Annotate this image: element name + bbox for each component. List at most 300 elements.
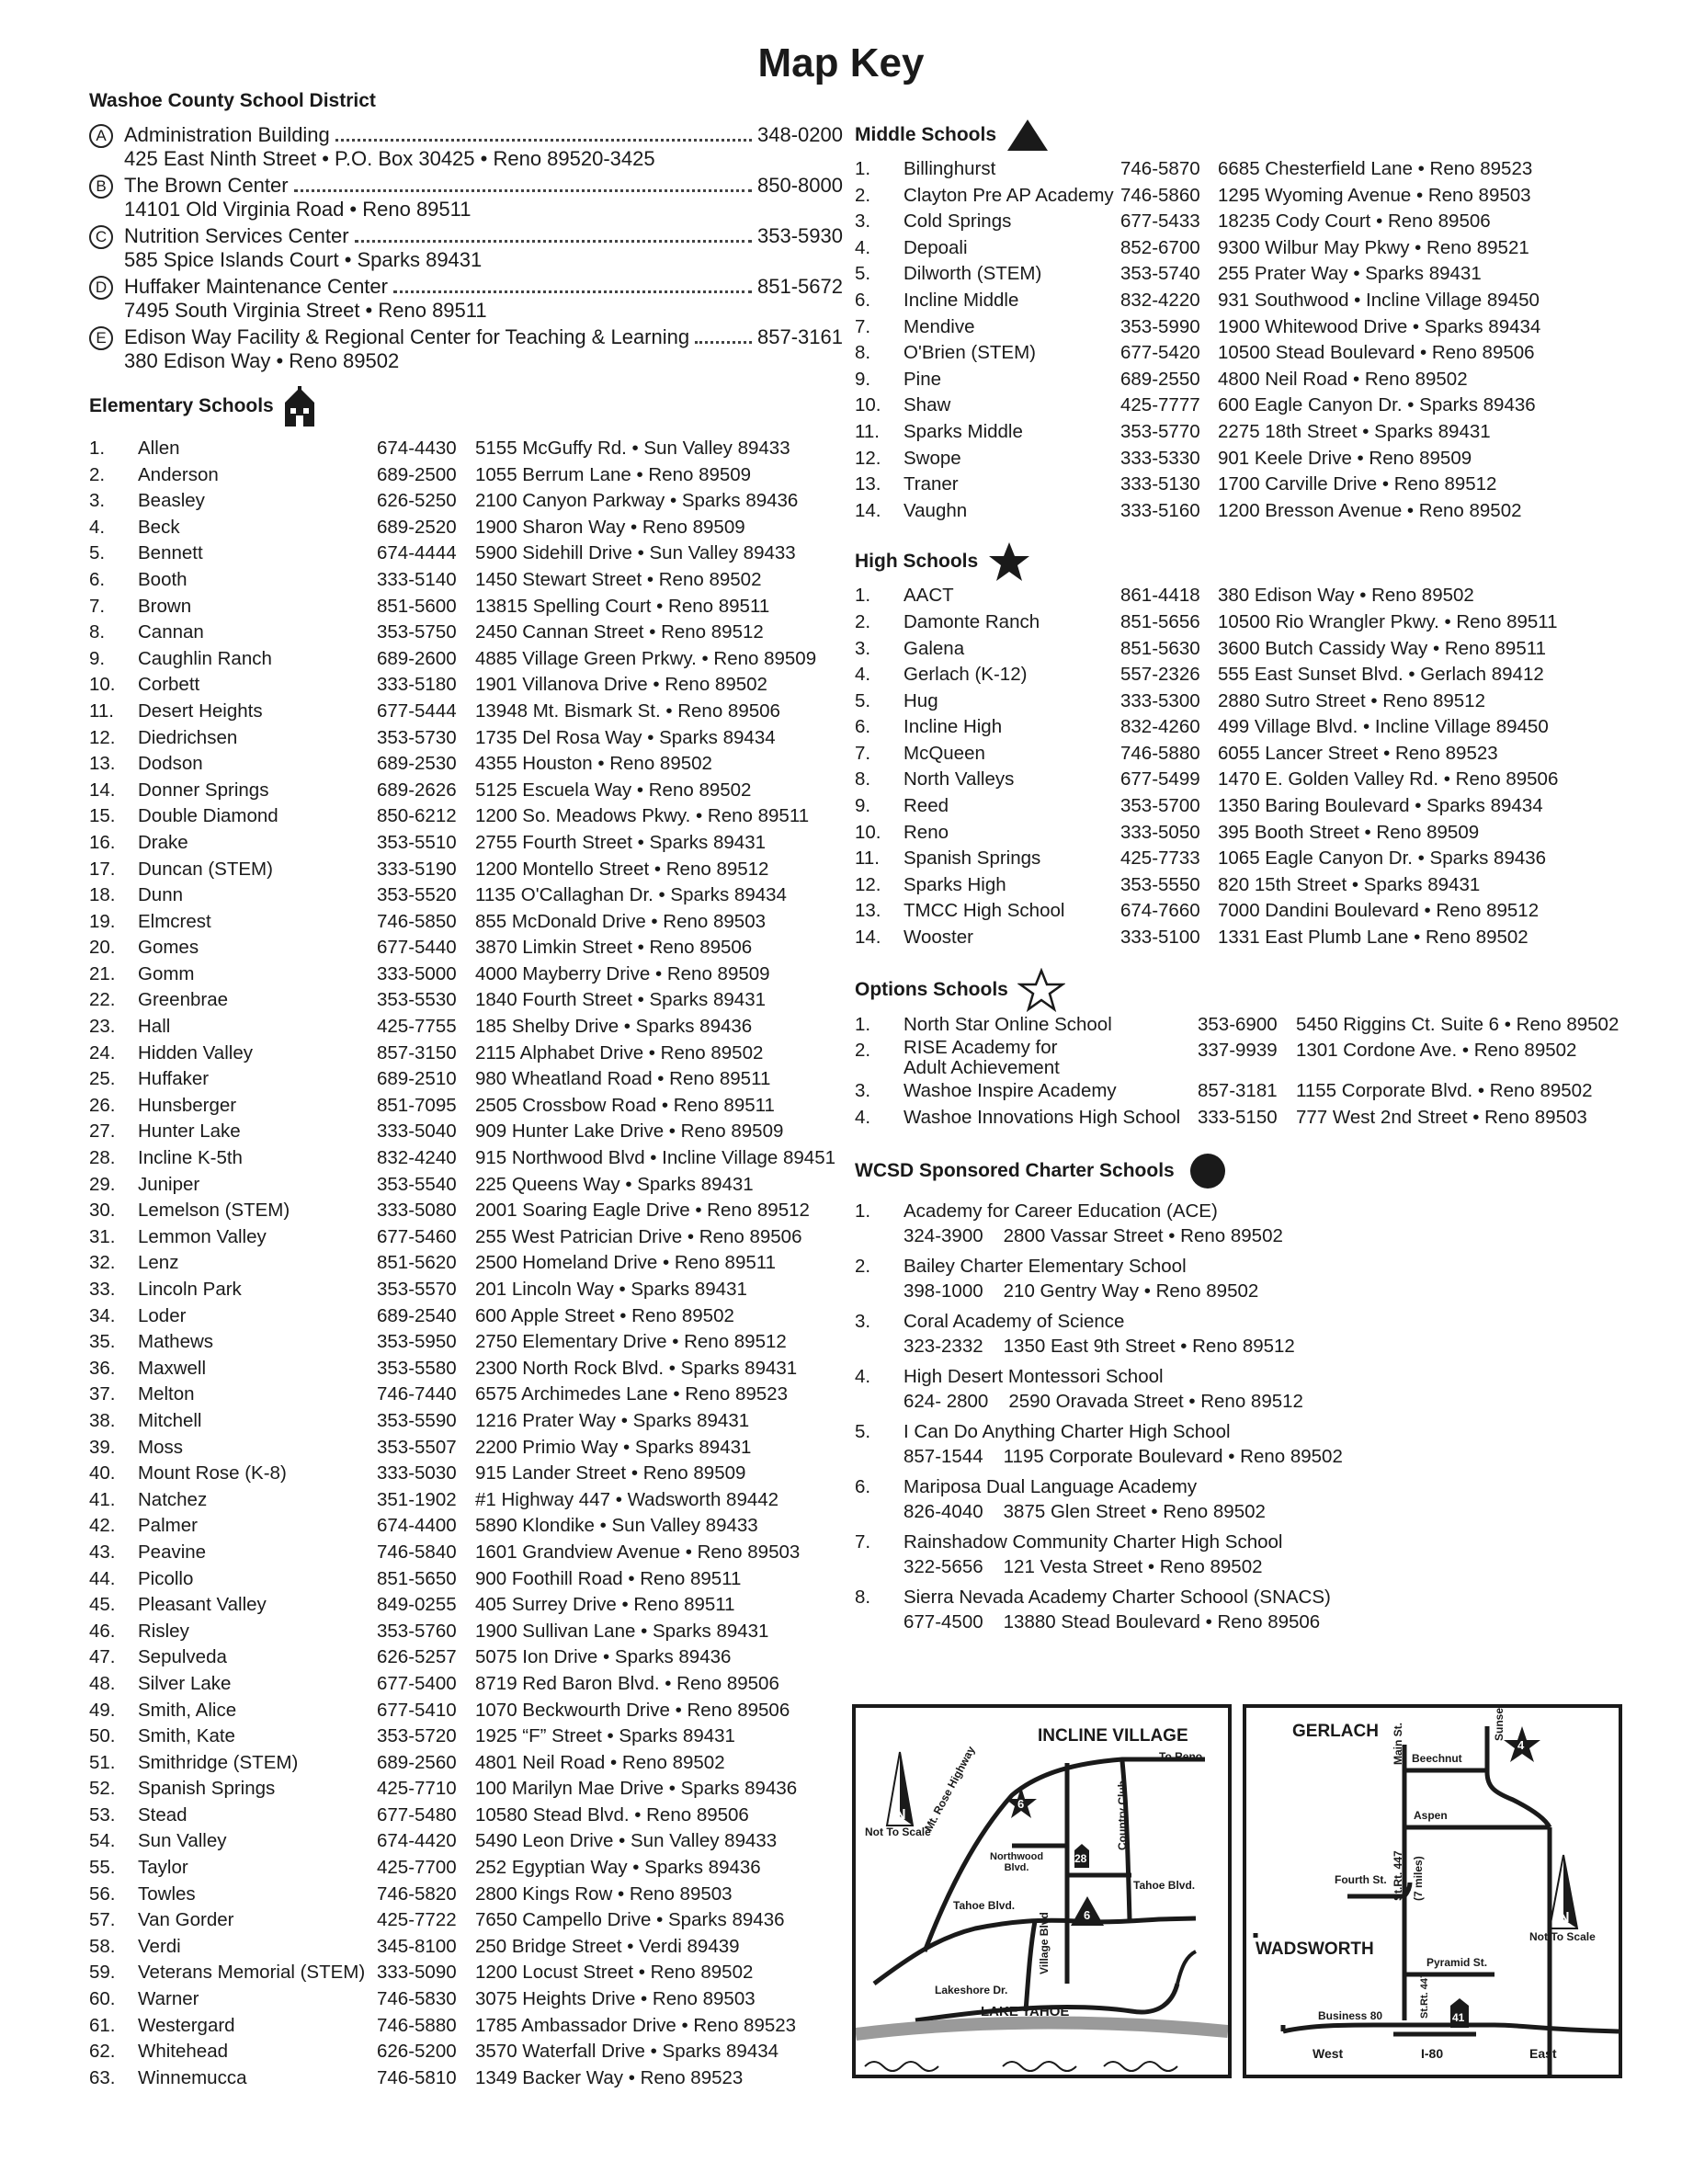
school-name: Beasley	[138, 490, 205, 512]
table-row	[855, 209, 1654, 235]
school-phone: 674-4430	[377, 438, 457, 459]
table-row	[855, 662, 1654, 688]
outline-star-icon	[1017, 968, 1065, 1012]
school-address: 777 West 2nd Street • Reno 89503	[1296, 1106, 1587, 1128]
school-name: Hunter Lake	[138, 1120, 241, 1143]
charter-contact	[904, 1279, 1258, 1303]
options-list	[855, 1012, 1654, 1132]
school-name: Duncan (STEM)	[138, 858, 273, 880]
incline-marker-high: 6	[1017, 1797, 1025, 1811]
school-address: 555 East Sunset Blvd. • Gerlach 89412	[1218, 664, 1544, 686]
table-row	[89, 1960, 843, 1986]
school-phone: 677-5499	[1120, 768, 1200, 791]
list-item	[855, 1530, 1654, 1579]
school-name: Damonte Ranch	[904, 610, 1040, 632]
school-name: Dodson	[138, 753, 203, 775]
school-name: Incline K-5th	[138, 1147, 243, 1169]
school-phone: 852-6700	[1120, 236, 1200, 258]
table-row	[89, 1408, 843, 1435]
school-number: 38.	[89, 1409, 116, 1431]
school-number: 1.	[855, 158, 871, 179]
school-phone: 353-5950	[377, 1331, 457, 1353]
school-phone: 425-7710	[377, 1778, 457, 1800]
charter-phone: 398-1000	[904, 1280, 983, 1302]
school-phone: 353-5990	[1120, 315, 1200, 337]
school-address: 2001 Soaring Eagle Drive • Reno 89512	[475, 1200, 810, 1222]
school-phone: 832-4220	[1120, 289, 1200, 311]
school-number: 1.	[855, 1013, 871, 1035]
school-name: Smith, Kate	[138, 1725, 235, 1747]
charter-address: 2800 Vassar Street • Reno 89502	[1003, 1225, 1283, 1247]
school-name: North Valleys	[904, 768, 1015, 791]
school-number: 2.	[855, 184, 871, 206]
school-phone: 832-4240	[377, 1147, 457, 1169]
charter-address: 210 Gentry Way • Reno 89502	[1003, 1280, 1259, 1302]
school-phone: 832-4260	[1120, 716, 1200, 738]
school-number: 28.	[89, 1147, 116, 1169]
school-phone: 337-9939	[1198, 1040, 1278, 1062]
incline-north-letter: N	[895, 1807, 906, 1823]
dot-leader	[393, 275, 752, 293]
district-item-body	[124, 174, 843, 222]
school-number: 7.	[855, 742, 871, 764]
school-phone: 851-5650	[377, 1567, 457, 1589]
school-address: 5075 Ion Drive • Sparks 89436	[475, 1646, 732, 1668]
school-number: 52.	[89, 1778, 116, 1800]
school-address: 5900 Sidehill Drive • Sun Valley 89433	[475, 542, 796, 564]
school-name: Mendive	[904, 315, 975, 337]
school-address: 2200 Primio Way • Sparks 89431	[475, 1436, 752, 1458]
school-phone: 333-5050	[1120, 821, 1200, 843]
school-number: 41.	[89, 1488, 116, 1510]
school-number: 3.	[89, 490, 106, 512]
middle-heading-text: Middle Schools	[855, 124, 997, 145]
school-address: 5490 Leon Drive • Sun Valley 89433	[475, 1830, 778, 1852]
school-number: 6.	[855, 716, 871, 738]
table-row	[89, 1644, 843, 1671]
charter-name: Rainshadow Community Charter High School	[904, 1531, 1283, 1553]
school-phone: 689-2500	[377, 463, 457, 485]
school-name: Peavine	[138, 1541, 207, 1563]
school-name: Picollo	[138, 1567, 194, 1589]
gerlach-fourth-st: Fourth St.	[1335, 1873, 1387, 1886]
charter-body	[904, 1585, 1331, 1634]
school-phone: 333-5330	[1120, 447, 1200, 469]
school-name: Pine	[904, 368, 942, 390]
school-name: Wooster	[904, 927, 973, 949]
school-address: 1216 Prater Way • Sparks 89431	[475, 1409, 750, 1431]
school-name: Hunsberger	[138, 1094, 237, 1116]
school-address: 820 15th Street • Sparks 89431	[1218, 873, 1481, 895]
school-number: 10.	[855, 821, 881, 843]
school-name: Washoe Inspire Academy	[904, 1080, 1117, 1102]
school-address: 1470 E. Golden Valley Rd. • Reno 89506	[1218, 768, 1559, 791]
school-number: 63.	[89, 2066, 116, 2088]
school-address: 855 McDonald Drive • Reno 89503	[475, 910, 766, 932]
school-address: 1200 Montello Street • Reno 89512	[475, 858, 769, 880]
district-item-phone: 857-3161	[757, 325, 843, 348]
gerlach-north-letter: N	[1559, 1910, 1570, 1926]
school-address: 7650 Campello Drive • Sparks 89436	[475, 1909, 785, 1931]
table-row	[855, 1078, 1654, 1105]
school-name: Bennett	[138, 542, 203, 564]
school-name: Gomes	[138, 937, 199, 959]
school-phone: 677-5440	[377, 937, 457, 959]
charter-phone: 857-1544	[904, 1446, 983, 1468]
school-number: 33.	[89, 1279, 116, 1300]
list-item	[855, 1309, 1654, 1359]
table-row	[89, 882, 843, 909]
incline-tahoe-blvd-right: Tahoe Blvd.	[1133, 1879, 1196, 1892]
gerlach-sunset: Sunset	[1493, 1703, 1506, 1741]
school-name: Hug	[904, 689, 938, 711]
school-name: Lemmon Valley	[138, 1225, 267, 1247]
school-address: 13815 Spelling Court • Reno 89511	[475, 595, 770, 617]
district-item-name: Huffaker Maintenance Center	[124, 275, 388, 298]
school-phone: 746-5880	[377, 2014, 457, 2036]
school-name: Risley	[138, 1620, 189, 1642]
school-phone: 689-2550	[1120, 368, 1200, 390]
school-address: 1331 East Plumb Lane • Reno 89502	[1218, 927, 1529, 949]
filled-star-icon	[987, 540, 1031, 583]
school-name: Lemelson (STEM)	[138, 1200, 290, 1222]
school-number: 62.	[89, 2041, 116, 2063]
school-name: RISE Academy for Adult Achievement	[904, 1037, 1060, 1079]
options-heading-text: Options Schools	[855, 978, 1008, 1000]
school-address: 3870 Limkin Street • Reno 89506	[475, 937, 753, 959]
district-item-body	[124, 224, 843, 272]
table-row	[89, 1619, 843, 1645]
school-number: 22.	[89, 989, 116, 1011]
school-address: 201 Lincoln Way • Sparks 89431	[475, 1279, 747, 1300]
school-name: Juniper	[138, 1173, 200, 1195]
charter-body	[904, 1530, 1282, 1579]
table-row	[89, 488, 843, 515]
charter-address: 13880 Stead Boulevard • Reno 89506	[1003, 1611, 1321, 1633]
school-name: Hidden Valley	[138, 1041, 253, 1064]
school-phone: 677-5433	[1120, 210, 1200, 233]
school-name: Natchez	[138, 1488, 208, 1510]
school-number: 18.	[89, 884, 116, 906]
table-row	[89, 778, 843, 804]
table-row	[855, 392, 1654, 419]
charter-number: 8.	[855, 1587, 871, 1609]
district-letter-badge: D	[89, 276, 113, 300]
school-number: 4.	[855, 1106, 871, 1128]
school-address: 2505 Crossbow Road • Reno 89511	[475, 1094, 775, 1116]
school-phone: 689-2520	[377, 516, 457, 538]
school-address: 499 Village Blvd. • Incline Village 89450	[1218, 716, 1549, 738]
school-address: 3600 Butch Cassidy Way • Reno 89511	[1218, 637, 1547, 659]
school-address: 915 Lander Street • Reno 89509	[475, 1462, 746, 1484]
school-number: 6.	[89, 568, 106, 590]
school-name: Drake	[138, 831, 188, 853]
school-phone: 425-7777	[1120, 394, 1200, 416]
school-phone: 746-5830	[377, 1988, 457, 2010]
charter-phone: 324-3900	[904, 1225, 983, 1247]
charter-contact	[904, 1554, 1282, 1579]
school-address: 2275 18th Street • Sparks 89431	[1218, 420, 1491, 442]
school-phone: 851-7095	[377, 1094, 457, 1116]
school-address: 6055 Lancer Street • Reno 89523	[1218, 742, 1498, 764]
table-row	[855, 340, 1654, 367]
table-row	[89, 1224, 843, 1251]
school-number: 23.	[89, 1016, 116, 1038]
school-number: 4.	[855, 664, 871, 686]
school-name: Washoe Innovations High School	[904, 1106, 1181, 1128]
list-item	[855, 1199, 1654, 1248]
school-address: 1925 “F” Street • Sparks 89431	[475, 1725, 735, 1747]
district-letter-badge: E	[89, 326, 113, 350]
school-name: Cannan	[138, 621, 204, 643]
high-heading-text: High Schools	[855, 551, 979, 573]
school-name: Clayton Pre AP Academy	[904, 184, 1114, 206]
school-address: 2755 Fourth Street • Sparks 89431	[475, 831, 767, 853]
school-number: 4.	[89, 516, 106, 538]
school-name: Billinghurst	[904, 158, 996, 179]
school-number: 25.	[89, 1068, 116, 1090]
school-address: 5890 Klondike • Sun Valley 89433	[475, 1515, 758, 1537]
school-number: 9.	[89, 647, 106, 669]
school-number: 3.	[855, 1080, 871, 1102]
table-row	[89, 1198, 843, 1224]
table-row	[855, 846, 1654, 872]
school-phone: 689-2540	[377, 1304, 457, 1326]
school-address: 1200 So. Meadows Pkwy. • Reno 89511	[475, 805, 810, 827]
incline-marker-middle: 6	[1084, 1908, 1091, 1922]
school-name: Hall	[138, 1016, 171, 1038]
school-address: 10500 Stead Boulevard • Reno 89506	[1218, 342, 1535, 364]
school-name: Taylor	[138, 1857, 188, 1879]
table-row	[855, 793, 1654, 820]
school-number: 44.	[89, 1567, 116, 1589]
school-phone: 333-5180	[377, 674, 457, 696]
school-number: 35.	[89, 1331, 116, 1353]
table-row	[89, 1698, 843, 1724]
table-row	[89, 1172, 843, 1199]
school-address: 2500 Homeland Drive • Reno 89511	[475, 1252, 777, 1274]
district-letter-badge: C	[89, 225, 113, 249]
school-phone: 689-2600	[377, 647, 457, 669]
table-row	[855, 419, 1654, 446]
school-name: O'Brien (STEM)	[904, 342, 1037, 364]
charter-address: 121 Vesta Street • Reno 89502	[1003, 1556, 1263, 1578]
school-name: Winnemucca	[138, 2066, 247, 2088]
school-phone: 353-5590	[377, 1409, 457, 1431]
school-number: 29.	[89, 1173, 116, 1195]
table-row	[855, 714, 1654, 741]
charter-number: 2.	[855, 1256, 871, 1278]
school-phone: 677-5400	[377, 1672, 457, 1694]
school-phone: 333-5300	[1120, 689, 1200, 711]
school-name: Smithridge (STEM)	[138, 1751, 299, 1773]
school-name: McQueen	[904, 742, 985, 764]
school-number: 32.	[89, 1252, 116, 1274]
district-item-phone: 353-5930	[757, 224, 843, 247]
school-number: 31.	[89, 1225, 116, 1247]
incline-mt-rose: Mt. Rose Highway	[922, 1744, 978, 1834]
school-address: 10580 Stead Blvd. • Reno 89506	[475, 1803, 749, 1826]
school-address: 1301 Cordone Ave. • Reno 89502	[1296, 1040, 1577, 1062]
school-phone: 353-5530	[377, 989, 457, 1011]
school-number: 9.	[855, 795, 871, 817]
school-number: 13.	[855, 473, 881, 495]
school-address: 1070 Beckwourth Drive • Reno 89506	[475, 1699, 790, 1721]
table-row	[89, 1855, 843, 1882]
school-phone: 425-7733	[1120, 847, 1200, 870]
triangle-icon	[1006, 118, 1050, 153]
table-row	[89, 1041, 843, 1067]
charter-body	[904, 1364, 1303, 1414]
school-phone: 353-5550	[1120, 873, 1200, 895]
wadsworth-pyramid: Pyramid St.	[1426, 1956, 1488, 1969]
dot-leader	[294, 174, 752, 192]
school-name: Reed	[904, 795, 949, 817]
district-item-address: 425 East Ninth Street • P.O. Box 30425 • Reno 89520-3425	[124, 147, 655, 170]
school-phone: 689-2530	[377, 753, 457, 775]
incline-country-club: Country Club	[1116, 1780, 1129, 1850]
school-phone: 857-3150	[377, 1041, 457, 1064]
school-phone: 353-5740	[1120, 263, 1200, 285]
charter-list	[855, 1199, 1654, 1634]
school-name: Reno	[904, 821, 949, 843]
school-name: Spanish Springs	[138, 1778, 276, 1800]
district-item-phone: 348-0200	[757, 123, 843, 146]
school-phone: 746-5870	[1120, 158, 1200, 179]
school-name: Spanish Springs	[904, 847, 1041, 870]
table-row	[89, 462, 843, 489]
school-number: 61.	[89, 2014, 116, 2036]
charter-phone: 322-5656	[904, 1556, 983, 1578]
school-number: 47.	[89, 1646, 116, 1668]
school-number: 2.	[89, 463, 106, 485]
school-number: 11.	[855, 420, 880, 442]
school-address: 1135 O'Callaghan Dr. • Sparks 89434	[475, 884, 787, 906]
school-address: 980 Wheatland Road • Reno 89511	[475, 1068, 771, 1090]
school-address: 931 Southwood • Incline Village 89450	[1218, 289, 1540, 311]
school-number: 2.	[855, 610, 871, 632]
school-number: 1.	[89, 438, 106, 459]
school-name: Cold Springs	[904, 210, 1012, 233]
school-phone: 425-7722	[377, 1909, 457, 1931]
school-name: Sparks High	[904, 873, 1006, 895]
school-address: 255 Prater Way • Sparks 89431	[1218, 263, 1482, 285]
table-row	[855, 235, 1654, 262]
table-row	[89, 830, 843, 857]
district-item-name: Administration Building	[124, 123, 330, 146]
school-phone: 333-5140	[377, 568, 457, 590]
school-phone: 353-5770	[1120, 420, 1200, 442]
dot-leader	[355, 224, 752, 243]
school-number: 14.	[855, 499, 881, 521]
school-phone: 677-5444	[377, 700, 457, 722]
table-row	[89, 646, 843, 673]
school-number: 12.	[855, 447, 881, 469]
district-item-address: 585 Spice Islands Court • Sparks 89431	[124, 248, 483, 271]
table-row	[89, 1750, 843, 1777]
elementary-heading-text: Elementary Schools	[89, 395, 274, 416]
gerlach-aspen: Aspen	[1414, 1809, 1448, 1822]
school-name: Smith, Alice	[138, 1699, 237, 1721]
gerlach-not-to-scale: Not To Scale	[1529, 1930, 1596, 1943]
school-phone: 333-5030	[377, 1462, 457, 1484]
table-row	[89, 515, 843, 541]
school-address: 225 Queens Way • Sparks 89431	[475, 1173, 754, 1195]
table-row	[89, 594, 843, 620]
school-address: 250 Bridge Street • Verdi 89439	[475, 1935, 740, 1957]
table-row	[89, 857, 843, 883]
school-name: Vaughn	[904, 499, 968, 521]
table-row	[855, 820, 1654, 847]
school-name: Sepulveda	[138, 1646, 227, 1668]
school-address: 100 Marilyn Mae Drive • Sparks 89436	[475, 1778, 798, 1800]
school-number: 9.	[855, 368, 871, 390]
district-item-line	[124, 325, 843, 349]
charter-contact	[904, 1499, 1266, 1524]
school-phone: 746-5880	[1120, 742, 1200, 764]
charter-heading-text: WCSD Sponsored Charter Schools	[855, 1160, 1175, 1182]
school-address: 7000 Dandini Boulevard • Reno 89512	[1218, 900, 1540, 922]
school-phone: 353-5750	[377, 621, 457, 643]
wadsworth-east: East	[1529, 2046, 1557, 2061]
table-row	[855, 472, 1654, 498]
charter-address: 2590 Oravada Street • Reno 89512	[1008, 1391, 1303, 1413]
charter-phone: 826-4040	[904, 1501, 983, 1523]
school-address: 1350 Baring Boulevard • Sparks 89434	[1218, 795, 1543, 817]
school-number: 14.	[89, 779, 116, 801]
table-row	[89, 2065, 843, 2092]
school-phone: 677-5410	[377, 1699, 457, 1721]
charter-heading	[855, 1151, 1654, 1191]
table-row	[89, 1566, 843, 1593]
table-row	[89, 1803, 843, 1829]
school-phone: 626-5257	[377, 1646, 457, 1668]
right-column	[855, 118, 1654, 1640]
school-address: 2880 Sutro Street • Reno 89512	[1218, 689, 1485, 711]
table-row	[89, 935, 843, 961]
school-address: 2115 Alphabet Drive • Reno 89502	[475, 1041, 764, 1064]
table-row	[89, 909, 843, 936]
table-row	[855, 898, 1654, 925]
school-name: Allen	[138, 438, 180, 459]
school-address: 10500 Rio Wrangler Pkwy. • Reno 89511	[1218, 610, 1558, 632]
table-row	[89, 1145, 843, 1172]
charter-number: 5.	[855, 1421, 871, 1443]
table-row	[89, 751, 843, 778]
school-address: 2750 Elementary Drive • Reno 89512	[475, 1331, 787, 1353]
school-address: 4800 Neil Road • Reno 89502	[1218, 368, 1468, 390]
high-heading	[855, 540, 1654, 583]
school-phone: 746-5810	[377, 2066, 457, 2088]
gerlach-seven-miles: (7 miles)	[1412, 1856, 1425, 1901]
list-item	[855, 1474, 1654, 1524]
school-number: 1.	[855, 585, 871, 607]
schoolhouse-icon	[283, 386, 316, 427]
school-name: Booth	[138, 568, 188, 590]
school-number: 11.	[855, 847, 880, 870]
school-address: 1900 Sharon Way • Reno 89509	[475, 516, 745, 538]
school-phone: 746-5840	[377, 1541, 457, 1563]
school-address: 1901 Villanova Drive • Reno 89502	[475, 674, 767, 696]
page-title: Map Key	[757, 40, 925, 85]
school-number: 53.	[89, 1803, 116, 1826]
school-address: 3570 Waterfall Drive • Sparks 89434	[475, 2041, 779, 2063]
school-number: 58.	[89, 1935, 116, 1957]
school-name: Depoali	[904, 236, 968, 258]
charter-body	[904, 1254, 1258, 1303]
school-name: Loder	[138, 1304, 187, 1326]
district-list	[89, 123, 843, 373]
